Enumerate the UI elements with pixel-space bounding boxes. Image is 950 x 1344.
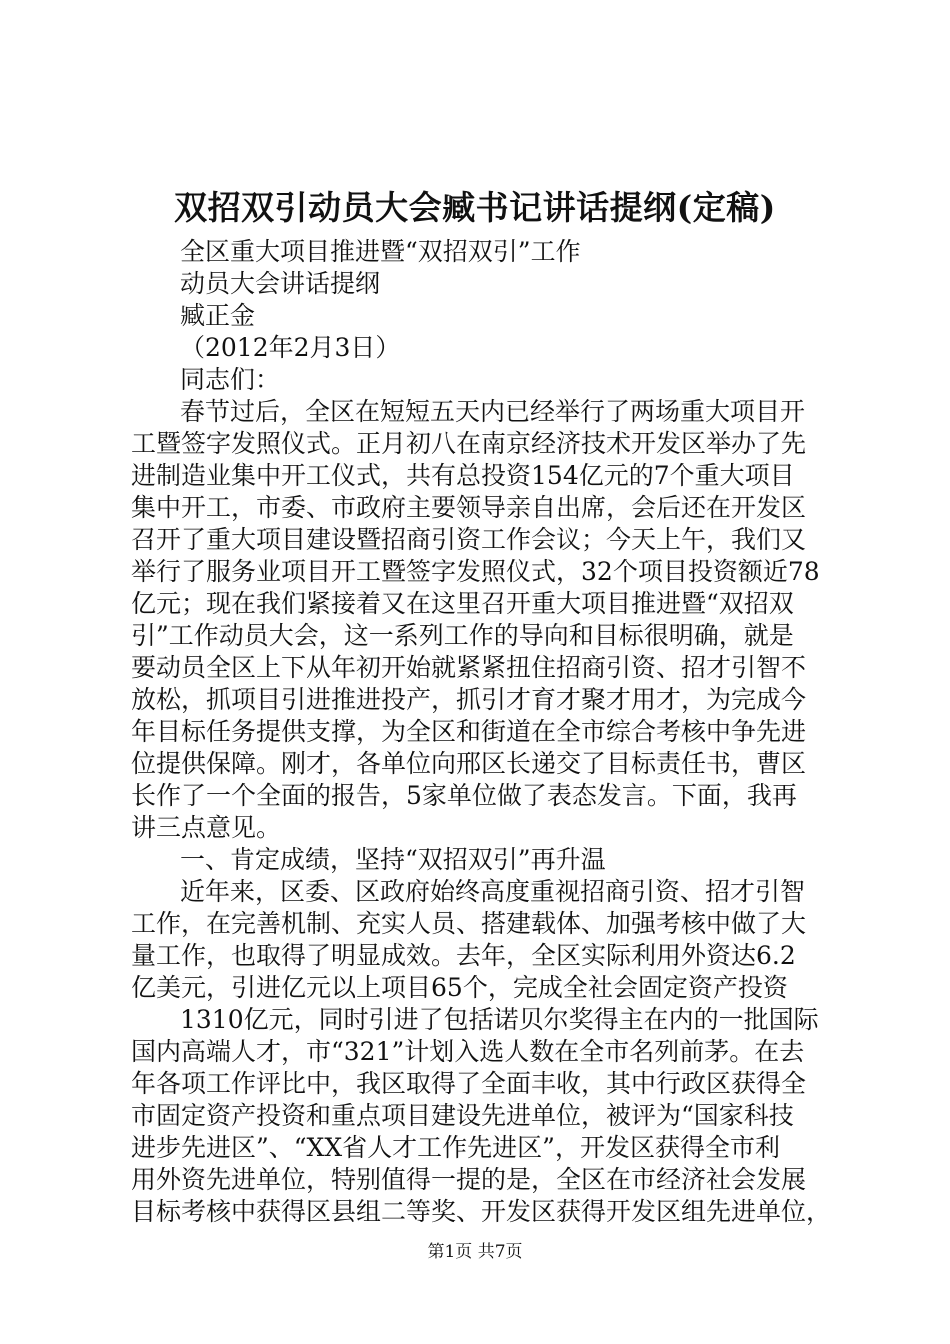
body-line: 年目标任务提供支撑，为全区和街道在全市综合考核中争先进 — [131, 717, 807, 746]
subtitle-line-1: 全区重大项目推进暨“双招双引”工作 — [180, 237, 581, 266]
body-line: 亿美元，引进亿元以上项目65个，完成全社会固定资产投资 — [131, 973, 788, 1002]
subtitle-line-2: 动员大会讲话提纲 — [180, 269, 381, 298]
body-line: 要动员全区上下从年初开始就紧紧扭住招商引资、招才引智不 — [131, 653, 807, 682]
body-line: 春节过后，全区在短短五天内已经举行了两场重大项目开 — [180, 397, 806, 426]
page-number-footer: 第1页 共7页 — [427, 1242, 523, 1262]
speaker-name: 臧正金 — [180, 301, 256, 330]
body-line: 市固定资产投资和重点项目建设先进单位，被评为“国家科技 — [131, 1101, 794, 1130]
body-line: 工作，在完善机制、充实人员、搭建载体、加强考核中做了大 — [131, 909, 807, 938]
body-line: 量工作，也取得了明显成效。去年，全区实际利用外资达6.2 — [131, 941, 796, 970]
section-heading-1: 一、肯定成绩，坚持“双招双引”再升温 — [180, 845, 606, 874]
body-line: 用外资先进单位，特别值得一提的是，全区在市经济社会发展 — [131, 1165, 807, 1194]
document-title: 双招双引动员大会臧书记讲话提纲(定稿) — [174, 188, 776, 227]
body-line: 位提供保障。刚才，各单位向邢区长递交了目标责任书，曹区 — [131, 749, 807, 778]
body-line: 长作了一个全面的报告，5家单位做了表态发言。下面，我再 — [131, 781, 797, 810]
speech-date: （2012年2月3日） — [180, 333, 401, 362]
salutation: 同志们： — [180, 365, 281, 394]
body-line: 讲三点意见。 — [131, 813, 282, 842]
body-line: 国内高端人才，市“321”计划入选人数在全市名列前茅。在去 — [131, 1037, 805, 1066]
body-line: 进步先进区”、“XX省人才工作先进区”，开发区获得全市利 — [131, 1133, 780, 1162]
body-line: 放松，抓项目引进推进投产，抓引才育才聚才用才，为完成今 — [131, 685, 807, 714]
body-line: 引”工作动员大会，这一系列工作的导向和目标很明确，就是 — [131, 621, 794, 650]
body-line: 亿元；现在我们紧接着又在这里召开重大项目推进暨“双招双 — [131, 589, 794, 618]
body-line: 年各项工作评比中，我区取得了全面丰收，其中行政区获得全 — [131, 1069, 807, 1098]
body-line: 近年来，区委、区政府始终高度重视招商引资、招才引智 — [180, 877, 806, 906]
body-line: 工暨签字发照仪式。正月初八在南京经济技术开发区举办了先 — [131, 429, 807, 458]
body-line: 目标考核中获得区县组二等奖、开发区获得开发区组先进单位， — [131, 1197, 832, 1226]
body-line: 举行了服务业项目开工暨签字发照仪式，32个项目投资额近78 — [131, 557, 820, 586]
body-line: 1310亿元，同时引进了包括诺贝尔奖得主在内的一批国际 — [180, 1005, 819, 1034]
body-line: 进制造业集中开工仪式，共有总投资154亿元的7个重大项目 — [131, 461, 795, 490]
body-line: 召开了重大项目建设暨招商引资工作会议；今天上午，我们又 — [131, 525, 807, 554]
body-line: 集中开工，市委、市政府主要领导亲自出席，会后还在开发区 — [131, 493, 807, 522]
